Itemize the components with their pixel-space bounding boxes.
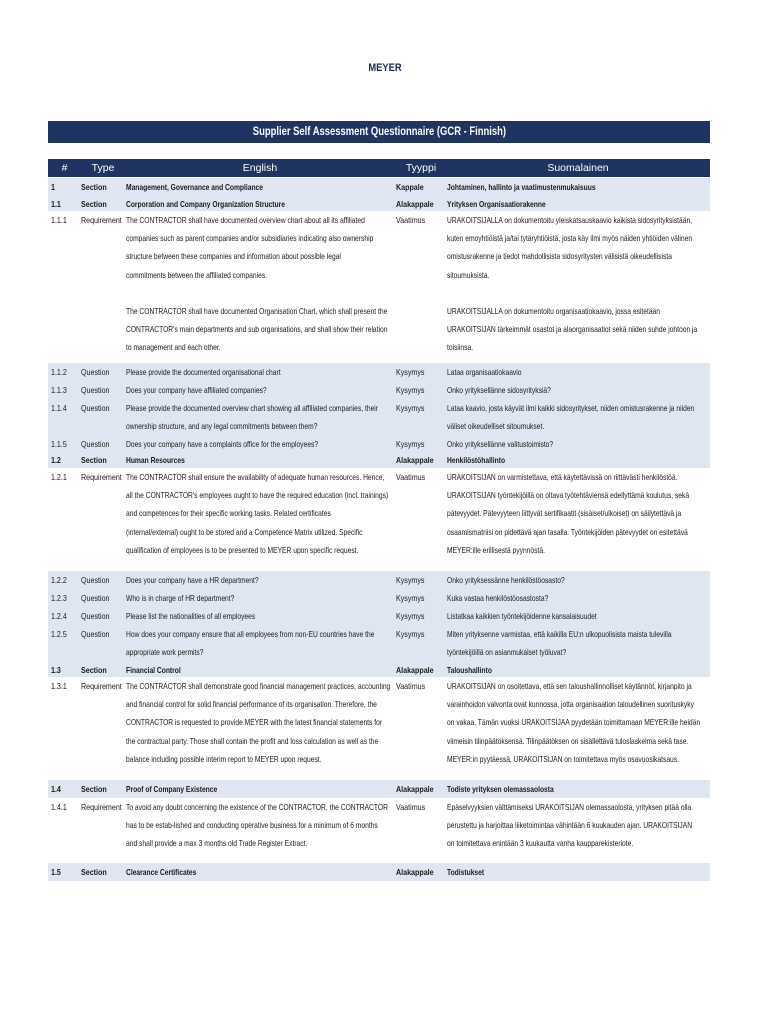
cell-english-line: Clearance Certificates [126, 867, 197, 877]
cell-finnish [447, 780, 709, 798]
cell-type [81, 363, 125, 381]
cell-num-text: 1.3.1 [51, 681, 67, 691]
cell-english-line: commitments between the affiliated companies. [126, 269, 268, 280]
cell-english-line: Corporation and Company Organization Structure [126, 199, 285, 209]
cell-type-text: Section [81, 867, 107, 877]
cell-finnish [447, 451, 709, 469]
cell-english-line: has to be estab-lished and conducting operative business for a minimum of 6 months [126, 820, 378, 831]
cell-english-line: How does your company ensure that all employees from non-EU countries have the [126, 629, 375, 639]
cell-tyyppi-text: Alakappale [396, 199, 434, 209]
cell-num-text: 1.2.3 [51, 593, 67, 603]
cell-english-line: all the CONTRACTOR's employees ought to have the required education (incl. trainings) [126, 490, 389, 501]
cell-tyyppi [396, 863, 446, 881]
cell-english-line: appropriate work permits? [126, 647, 204, 658]
cell-type [81, 798, 125, 816]
cell-num [51, 363, 81, 381]
cell-english-line: Who is in charge of HR department? [126, 593, 235, 603]
cell-finnish-line: MEYER:in pyytäessä, URAKOITSIJAN on toimitettava myös osavuosikatsaus. [447, 753, 679, 764]
cell-type [81, 381, 125, 399]
cell-finnish-line: Lataa kaavio, josta käyvät ilmi kaikki sidosyritykset, niiden omistusrakenne ja niiden [447, 403, 695, 413]
cell-english-line: Human Resources [126, 455, 185, 465]
cell-finnish-line: Yrityksen Organisaatiorakenne [447, 199, 546, 209]
cell-finnish-line: MEYER:ille erillisestä pyynnöstä. [447, 544, 545, 555]
cell-english [126, 798, 394, 853]
cell-num-text: 1.4 [51, 784, 61, 794]
table-row [48, 451, 710, 468]
cell-num [51, 863, 81, 881]
cell-english [126, 399, 394, 435]
cell-finnish [447, 863, 709, 881]
cell-finnish-line: on toimitettava enintään 3 kuukautta vanha kaupparekisteriote. [447, 838, 634, 849]
cell-type [81, 399, 125, 417]
cell-finnish-line: Miten yrityksenne varmistaa, että kaikilla EU:n ulkopuolisista maista tulevilla [447, 629, 672, 639]
cell-num [51, 468, 81, 486]
cell-tyyppi-text: Vaatimus [396, 472, 426, 482]
header-num: # [61, 162, 68, 174]
cell-english-line: CONTRACTOR is requested to provide MEYER with the latest financial statements for [126, 717, 383, 728]
table-row [48, 863, 710, 881]
cell-english-line: The CONTRACTOR shall have documented overview chart about all its affiliated [126, 215, 365, 225]
cell-english [126, 571, 394, 589]
cell-finnish-line: Lataa organisaatiokaavio [447, 367, 522, 377]
cell-finnish-line: Kuka vastaa henkilöstöosastosta? [447, 593, 549, 603]
cell-num-text: 1.1.3 [51, 385, 67, 395]
cell-finnish-line: URAKOITSIJAN on varmistettava, että käytettävissä on riittävästi henkilöstöä. [447, 472, 678, 482]
cell-english-line: Financial Control [126, 665, 181, 675]
table-row [48, 798, 710, 863]
cell-finnish [447, 571, 709, 589]
cell-finnish-line: Todistukset [447, 867, 485, 877]
cell-finnish [447, 607, 709, 625]
cell-num-text: 1.2.4 [51, 611, 67, 621]
cell-num [51, 571, 81, 589]
brand-logo-text: MEYER [368, 62, 402, 74]
cell-tyyppi [396, 571, 446, 589]
cell-finnish [447, 589, 709, 607]
cell-english [126, 468, 394, 559]
cell-english-line: and competences for their specific working tasks. Related certificates [126, 508, 331, 519]
cell-english-line: The CONTRACTOR shall ensure the availability of adequate human resources. Hence, [126, 472, 385, 482]
cell-finnish-line: on vakaa. Tämän vuoksi URAKOITSIJAA pyydetään toimittamaan MEYER:ille heidän [447, 717, 701, 728]
table-row [48, 661, 710, 677]
cell-type [81, 607, 125, 625]
cell-tyyppi [396, 589, 446, 607]
cell-num-text: 1.1.5 [51, 439, 67, 449]
cell-num-text: 1.2.5 [51, 629, 67, 639]
cell-type-text: Question [81, 575, 110, 585]
cell-num-text: 1.1.2 [51, 367, 67, 377]
cell-finnish-line: URAKOITSIJALLA on dokumentoitu yleiskatsauskaavio kaikista sidosyrityksistään, [447, 215, 693, 225]
cell-num-text: 1.2.1 [51, 472, 67, 482]
cell-finnish [447, 178, 709, 196]
cell-english-line: Proof of Company Existence [126, 784, 218, 794]
cell-tyyppi-text: Kysymys [396, 385, 425, 395]
cell-type-text: Section [81, 784, 107, 794]
cell-finnish [447, 363, 709, 381]
cell-english [126, 677, 394, 768]
cell-type [81, 178, 125, 196]
cell-finnish [447, 677, 709, 768]
header-finnish: Suomalainen [547, 162, 609, 174]
cell-finnish-line: Todiste yrityksen olemassaolosta [447, 784, 554, 794]
cell-type-text: Question [81, 367, 110, 377]
cell-type [81, 451, 125, 469]
cell-english [126, 780, 394, 798]
cell-tyyppi-text: Vaatimus [396, 215, 426, 225]
cell-finnish [447, 625, 709, 661]
cell-type-text: Question [81, 439, 110, 449]
cell-num [51, 607, 81, 625]
cell-english-line [126, 284, 340, 302]
cell-num-text: 1.5 [51, 867, 61, 877]
cell-type-text: Section [81, 665, 107, 675]
page-title-text: Supplier Self Assessment Questionnaire (GCR - Finnish) [252, 126, 506, 138]
cell-tyyppi-text: Kysymys [396, 611, 425, 621]
cell-english [126, 211, 394, 357]
cell-finnish [447, 399, 709, 435]
cell-finnish-line: URAKOITSIJALLA on dokumentoitu organisaatiokaavio, jossa esitetään [447, 305, 661, 316]
cell-type-text: Requirement [81, 802, 122, 812]
cell-type-text: Question [81, 629, 110, 639]
cell-tyyppi-text: Kappale [396, 182, 424, 192]
cell-tyyppi-text: Kysymys [396, 629, 425, 639]
cell-tyyppi [396, 381, 446, 399]
table-row [48, 363, 710, 381]
cell-finnish [447, 211, 709, 357]
cell-num [51, 399, 81, 417]
cell-finnish-line: URAKOITSIJAN tärkeimmät osastot ja alaorganisaatiot sekä niiden suhde johtoon ja [447, 324, 698, 335]
cell-tyyppi [396, 211, 446, 229]
table-row [48, 178, 710, 195]
cell-finnish-line: kuten emoyhtiöistä ja/tai tytäryhtiöistä, josta käy ilmi myös näiden yhtiöiden välinen [447, 233, 693, 244]
cell-finnish-line: osaamismatriisi on pidettävä ajan tasalla. Työntekijöiden pätevyydet on esitettävä [447, 526, 688, 537]
cell-num [51, 677, 81, 695]
cell-tyyppi-text: Alakappale [396, 665, 434, 675]
cell-num-text: 1.2.2 [51, 575, 67, 585]
table-row [48, 195, 710, 211]
cell-english [126, 863, 394, 881]
table-row [48, 468, 710, 571]
cell-num [51, 451, 81, 469]
cell-finnish-line: Taloushallinto [447, 665, 492, 675]
cell-tyyppi-text: Alakappale [396, 455, 434, 465]
cell-num [51, 381, 81, 399]
cell-english-line: companies such as parent companies and/or subsidiaries indicating also ownership [126, 233, 374, 244]
cell-english-line: and shall provide a max 3 months old Trade Register Extract. [126, 838, 308, 849]
cell-type [81, 863, 125, 881]
cell-tyyppi [396, 178, 446, 196]
cell-tyyppi [396, 451, 446, 469]
cell-finnish-line: väliset oikeudelliset sitoumukset. [447, 421, 545, 432]
cell-finnish-line: Onko yrityksellänne valitustoimisto? [447, 439, 554, 449]
cell-english-line: (internal/external) ought to be stored and a Competence Matrix utilized. Specific [126, 526, 363, 537]
cell-tyyppi-text: Kysymys [396, 593, 425, 603]
cell-english-line: The CONTRACTOR shall demonstrate good financial management practices, accounting [126, 681, 391, 691]
table-row [48, 571, 710, 589]
cell-finnish-line: toisiinsa. [447, 342, 474, 353]
table-row [48, 607, 710, 625]
cell-type-text: Question [81, 403, 110, 413]
cell-type-text: Requirement [81, 472, 122, 482]
cell-finnish-line: Onko yrityksellänne sidosyrityksiä? [447, 385, 551, 395]
cell-num-text: 1.1.1 [51, 215, 67, 225]
cell-finnish-line: Johtaminen, hallinto ja vaatimustenmukaisuus [447, 182, 596, 192]
cell-english-line: qualification of employees is to be presented to MEYER upon specific request. [126, 544, 359, 555]
cell-type [81, 211, 125, 229]
cell-english-line: and financial control for solid financial performance of its organisation. Therefore, the [126, 699, 377, 710]
cell-english-line: ownership structure, and any legal commitments between them? [126, 421, 318, 432]
table-row [48, 780, 710, 798]
cell-tyyppi-text: Kysymys [396, 403, 425, 413]
cell-num-text: 1 [51, 182, 55, 192]
cell-tyyppi [396, 399, 446, 417]
cell-tyyppi-text: Kysymys [396, 575, 425, 585]
cell-tyyppi-text: Kysymys [396, 439, 425, 449]
cell-finnish [447, 798, 709, 853]
cell-num [51, 625, 81, 643]
cell-english-line: Please list the nationalities of all employees [126, 611, 256, 621]
cell-english-line: The CONTRACTOR shall have documented Organisation Chart, which shall present the [126, 305, 388, 316]
cell-finnish-line: sitoumuksista. [447, 269, 490, 280]
cell-tyyppi [396, 798, 446, 816]
cell-english-line: Does your company have affiliated companies? [126, 385, 267, 395]
cell-type [81, 468, 125, 486]
cell-finnish-line: pätevyydet. Pätevyyteen liittyvät sertifikaatit (sisäiset/ulkoiset) on säilytettävä ja [447, 508, 682, 519]
cell-tyyppi-text: Vaatimus [396, 681, 426, 691]
header-tyyppi: Tyyppi [405, 162, 437, 174]
cell-tyyppi [396, 607, 446, 625]
cell-finnish-line: Onko yrityksessänne henkilöstöosasto? [447, 575, 565, 585]
cell-tyyppi [396, 468, 446, 486]
cell-tyyppi-text: Alakappale [396, 784, 434, 794]
cell-finnish-line: URAKOITSIJAN työntekijöillä on oltava työtehtäviensä edellyttämä koulutus, sekä [447, 490, 690, 501]
cell-num [51, 211, 81, 229]
header-type: Type [91, 162, 115, 174]
cell-english [126, 589, 394, 607]
cell-finnish-line: Epäselvyyksien välttämiseksi URAKOITSIJAN olemassaolosta, yrityksen pitää olla [447, 802, 692, 812]
cell-type-text: Section [81, 182, 107, 192]
cell-english-line: structure between these companies and information about possible legal [126, 251, 341, 262]
cell-type [81, 677, 125, 695]
cell-tyyppi [396, 780, 446, 798]
cell-english-line: Please provide the documented organisational chart [126, 367, 281, 377]
cell-finnish-line: omistusrakenne ja tiedot mahdollisista sidosyritysten välisistä oikeudellisista [447, 251, 672, 262]
cell-type [81, 571, 125, 589]
cell-finnish-line: perustettu ja harjoittaa liiketoimintaa vähintään 6 kuukauden ajan. URAKOITSIJAN [447, 820, 693, 831]
table-row [48, 399, 710, 435]
cell-type [81, 780, 125, 798]
cell-num [51, 178, 81, 196]
cell-english [126, 363, 394, 381]
table-row [48, 435, 710, 451]
cell-type-text: Question [81, 611, 110, 621]
cell-type-text: Section [81, 455, 107, 465]
table-row [48, 211, 710, 363]
cell-type-text: Requirement [81, 215, 122, 225]
cell-tyyppi-text: Vaatimus [396, 802, 426, 812]
cell-english [126, 381, 394, 399]
table-row [48, 381, 710, 399]
cell-english-line: CONTRACTOR's main departments and sub organisations, and shall show their relation [126, 324, 388, 335]
cell-finnish [447, 381, 709, 399]
cell-num-text: 1.1.4 [51, 403, 67, 413]
cell-english-line: Does your company have a HR department? [126, 575, 259, 585]
cell-english-line: To avoid any doubt concerning the existence of the CONTRACTOR, the CONTRACTOR [126, 802, 388, 812]
cell-type-text: Requirement [81, 681, 122, 691]
cell-tyyppi [396, 363, 446, 381]
cell-english-line: Management, Governance and Compliance [126, 182, 264, 192]
cell-finnish-line: URAKOITSIJAN on osoitettava, että sen taloushallinnolliset käytännöt, kirjanpito ja [447, 681, 692, 691]
cell-type [81, 589, 125, 607]
cell-num [51, 798, 81, 816]
cell-type [81, 625, 125, 643]
cell-finnish-line [447, 284, 657, 302]
cell-tyyppi [396, 625, 446, 643]
cell-tyyppi [396, 677, 446, 695]
table-row [48, 625, 710, 661]
cell-num-text: 1.4.1 [51, 802, 67, 812]
cell-english [126, 625, 394, 661]
cell-english-line: the contractual party. Those shall contain the profit and loss calculation as well as the [126, 735, 379, 746]
cell-num-text: 1.2 [51, 455, 61, 465]
page-title [48, 121, 710, 143]
cell-tyyppi-text: Kysymys [396, 367, 425, 377]
cell-finnish-line: viimeisin tilinpäätöksensä. Tilinpäätöksen on sisällettävä tuloslaskelma sekä tase. [447, 735, 689, 746]
cell-english-line: balance including possible interim report to MEYER upon request. [126, 753, 322, 764]
table-row [48, 589, 710, 607]
cell-num [51, 589, 81, 607]
cell-english-line: Does your company have a complaints office for the employees? [126, 439, 319, 449]
cell-type-text: Section [81, 199, 107, 209]
cell-type-text: Question [81, 385, 110, 395]
cell-finnish-line: varainhoidon valvonta ovat kunnossa, jotta organisaation taloudellinen suorituskyky [447, 699, 694, 710]
table-row [48, 677, 710, 780]
cell-finnish-line: työntekijöillä on asianmukaiset työluvat? [447, 647, 567, 658]
cell-num-text: 1.3 [51, 665, 61, 675]
cell-finnish [447, 468, 709, 559]
cell-english-line: Please provide the documented overview chart showing all affiliated companies, their [126, 403, 379, 413]
cell-finnish-line: Henkilöstöhallinto [447, 455, 506, 465]
cell-english [126, 178, 394, 196]
cell-english [126, 607, 394, 625]
cell-english [126, 451, 394, 469]
cell-num [51, 780, 81, 798]
header-english: English [242, 162, 278, 174]
table-header [48, 159, 710, 177]
cell-tyyppi-text: Alakappale [396, 867, 434, 877]
cell-type-text: Question [81, 593, 110, 603]
cell-english-line: to management and each other. [126, 342, 221, 353]
cell-finnish-line: Listatkaa kaikkien työntekijöidenne kansalaisuudet [447, 611, 597, 621]
cell-num-text: 1.1 [51, 199, 61, 209]
